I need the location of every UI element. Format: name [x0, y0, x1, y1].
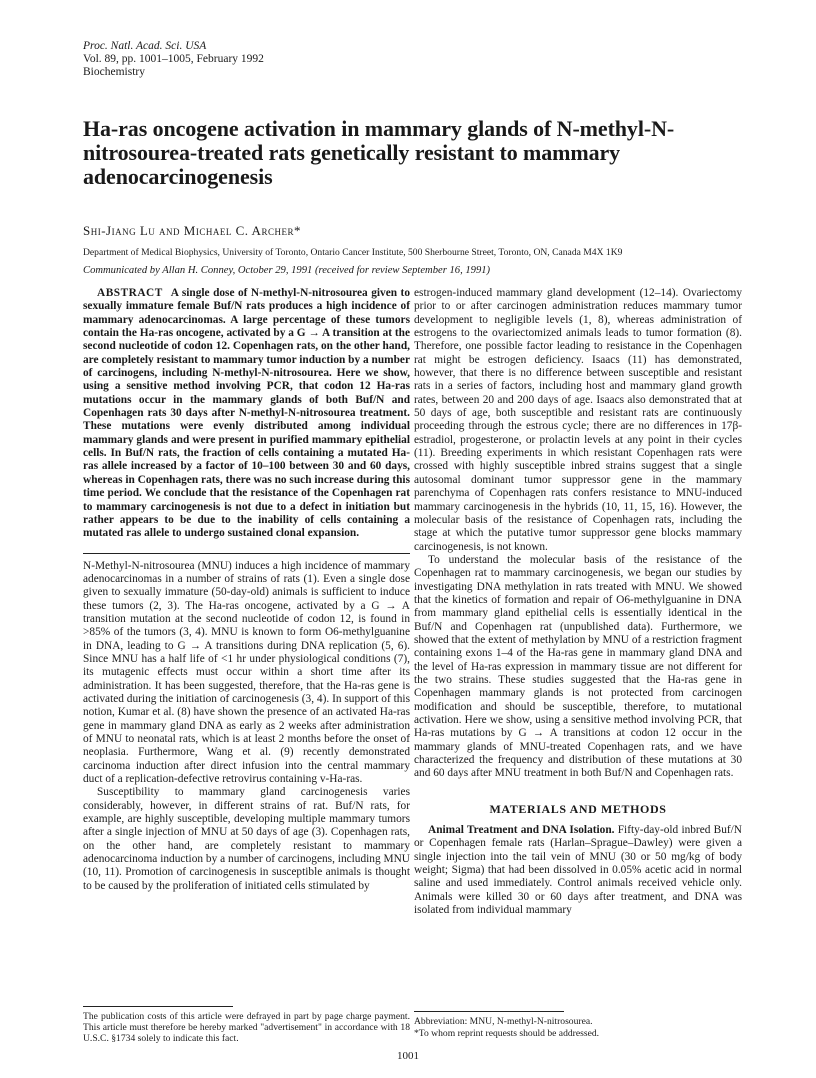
left-column: [83, 287, 410, 893]
journal-header: [83, 40, 264, 79]
methods-paragraph: [414, 824, 742, 917]
publication-cost-footnote: The publication costs of this article were defrayed in part by page charge payment. This article must therefore be hereby marked "advertisement" in accordance with 18 U.S.C. §1734 solely to indicate this fact.: [83, 1011, 410, 1044]
affiliation: Department of Medical Biophysics, University of Toronto, Ontario Cancer Institute, 500 Sherbourne Street, Toronto, ON, Canada M4X 1K9: [83, 247, 623, 258]
body-paragraph-2: Susceptibility to mammary gland carcinogenesis varies considerably, however, in different strains of rat. Buf/N rats, for example, are highly susceptible, developing multiple mammary tumors after a single injection of MNU at 50 days of age (3). Copenhagen rats, on the other hand, are completely resistant to mammary adenocarcinoma induction by a number of carcinogens, including MNU (10, 11). Promotion of carcinogenesis in susceptible animals is thought to be caused by the proliferation of initiated cells stimulated by: [83, 786, 410, 892]
body-paragraph-4: To understand the molecular basis of the resistance of the Copenhagen rat to mammary carcinogenesis, we began our studies by investigating DNA methylation in rats treated with MNU. We showed that the kinetics of formation and repair of O6-methylguanine in DNA from mammary gland epithelial cells is essentially identical in the Buf/N and Copenhagen rat (unpublished data). Furthermore, we showed that the extent of methylation by MNU of a restriction fragment containing exons 1–4 of the Ha-ras gene in mammary gland DNA and the level of Ha-ras expression in mammary tissue are not different for the two strains. These studies suggested that the Ha-ras gene in Copenhagen mammary glands is not protected from carcinogen modification and should be susceptible, therefore, to mutational activation. Here we show, using a sensitive method involving PCR, that Ha-ras mutations by G → A transitions at codon 12 occur in the mammary glands of MNU-treated Copenhagen rats, and we have characterized the frequency and distribution of these mutations at 30 and 60 days after MNU treatment in both Buf/N and Copenhagen rats.: [414, 553, 742, 780]
body-paragraph-1: N-Methyl-N-nitrosourea (MNU) induces a high incidence of mammary adenocarcinomas in a number of strains of rats (1). Even a single dose given to sexually immature (50-day-old) animals is sufficient to induce these tumors (2, 3). The Ha-ras oncogene, activated by a G → A transition mutation at the second nucleotide of codon 12, is found in >85% of the tumors (3, 4). MNU is known to form O6-methylguanine in DNA, leading to G → A transitions during DNA replication (5, 6). Since MNU has a half life of <1 hr under physiological conditions (7), its mutagenic effects must occur within a short time after its administration. It has been suggested, therefore, that the Ha-ras gene is activated during the initiation of carcinogenesis (3, 4). In support of this notion, Kumar et al. (8) have shown the presence of an activated Ha-ras gene in mammary gland DNA as early as 2 weeks after administration of MNU to neonatal rats, which is at least 2 months before the onset of neoplasia. Furthermore, Wang et al. (9) recently demonstrated carcinoma induction after direct infusion into the central mammary duct of a replication-defective retrovirus containing v-Ha-ras.: [83, 559, 410, 786]
paper-title: Ha-ras oncogene activation in mammary glands of N-methyl-N-nitrosourea-treated rats genetically resistant to mammary adenocarcinogenesis: [83, 116, 675, 189]
body-paragraph-3: estrogen-induced mammary gland development (12–14). Ovariectomy prior to or after carcinogen administration reduces mammary tumor development to negligible levels (1, 8), whereas administration of estrogens to the ovariectomized animals leads to tumor formation (8). Therefore, one possible factor leading to resistance in the Copenhagen rat might be estrogen deficiency. Isaacs (11) has demonstrated, however, that there is no difference between susceptible and resistant rats in a series of factors, including host and mammary gland growth rates, between 20 and 200 days of age. Isaacs also demonstrated that at 50 days of age, both susceptible and resistant rats are continuously proceeding through the estrous cycle; there are no differences in 17β-estradiol, progesterone, or prolactin levels at any point in their cycles (11). Breeding experiments in which resistant Copenhagen rats were crossed with highly susceptible inbred strains suggest that a single autosomal dominant tumor suppressor gene in the mammary parenchyma of Copenhagen rats confers resistance to MNU-induced mammary carcinogenesis in the hybrids (10, 11, 15, 16). However, the molecular basis of the resistance of Copenhagen rats, including the stage at which the putative tumor suppressor gene blocks mammary carcinogenesis, is not known.: [414, 287, 742, 553]
abstract-text: A single dose of N-methyl-N-nitrosourea given to sexually immature female Buf/N rats produces a high incidence of mammary adenocarcinomas. A large percentage of these tumors contain the Ha-ras oncogene, activated by a G → A transition at the second nucleotide of codon 12. Copenhagen rats, on the other hand, are completely resistant to mammary tumor induction by a number of carcinogens, including N-methyl-N-nitrosourea. Here we show, using a sensitive method involving PCR, that codon 12 Ha-ras mutations occur in the mammary glands of both Buf/N and Copenhagen rats 30 days after N-methyl-N-nitrosourea treatment. These mutations were evenly distributed among individual mammary glands and were present in purified mammary epithelial cells. In Buf/N rats, the fraction of cells containing a mutated Ha-ras allele increased by a factor of 10–100 between 30 and 60 days, whereas in Copenhagen rats, there was no such increase during this time period. We conclude that the resistance of the Copenhagen rat to mammary carcinogenesis is not due to a defect in initiation but rather appears to be due to the inability of cells containing a mutated ras allele to undergo sustained clonal expansion.: [83, 287, 410, 540]
methods-runin-heading: Animal Treatment and DNA Isolation.: [428, 824, 615, 837]
author-list: Shi-Jiang Lu and Michael C. Archer*: [83, 223, 301, 238]
section-heading-methods: MATERIALS AND METHODS: [489, 801, 667, 816]
methods-text: Fifty-day-old inbred Buf/N or Copenhagen female rats (Harlan–Sprague–Dawley) were given a single injection into the tail vein of MNU (30 or 50 mg/kg of body weight; Sigma) that had been dissolved in 0.05% acetic acid in normal saline and used immediately. Control animals received vehicle only. Animals were killed 30 or 60 days after treatment, and DNA was isolated from individual mammary: [414, 824, 742, 917]
page-number: 1001: [397, 1050, 419, 1062]
footnote-divider-left: [83, 1006, 233, 1007]
footnote-divider-right: [414, 1011, 564, 1012]
right-column: [414, 287, 742, 917]
communicated-by: Communicated by Allan H. Conney, October 29, 1991 (received for review September 16, 1991): [83, 265, 491, 276]
right-footnotes: [414, 1016, 742, 1039]
journal-volume: Vol. 89, pp. 1001–1005, February 1992: [83, 53, 264, 65]
journal-section: Biochemistry: [83, 66, 145, 78]
abbreviation-footnote: Abbreviation: MNU, N-methyl-N-nitrosourea.: [414, 1016, 593, 1027]
journal-name: Proc. Natl. Acad. Sci. USA: [83, 40, 207, 52]
abstract: [83, 287, 410, 541]
abstract-divider: [83, 553, 410, 554]
reprint-footnote: *To whom reprint requests should be addressed.: [414, 1027, 600, 1039]
abstract-label: ABSTRACT: [97, 287, 163, 299]
